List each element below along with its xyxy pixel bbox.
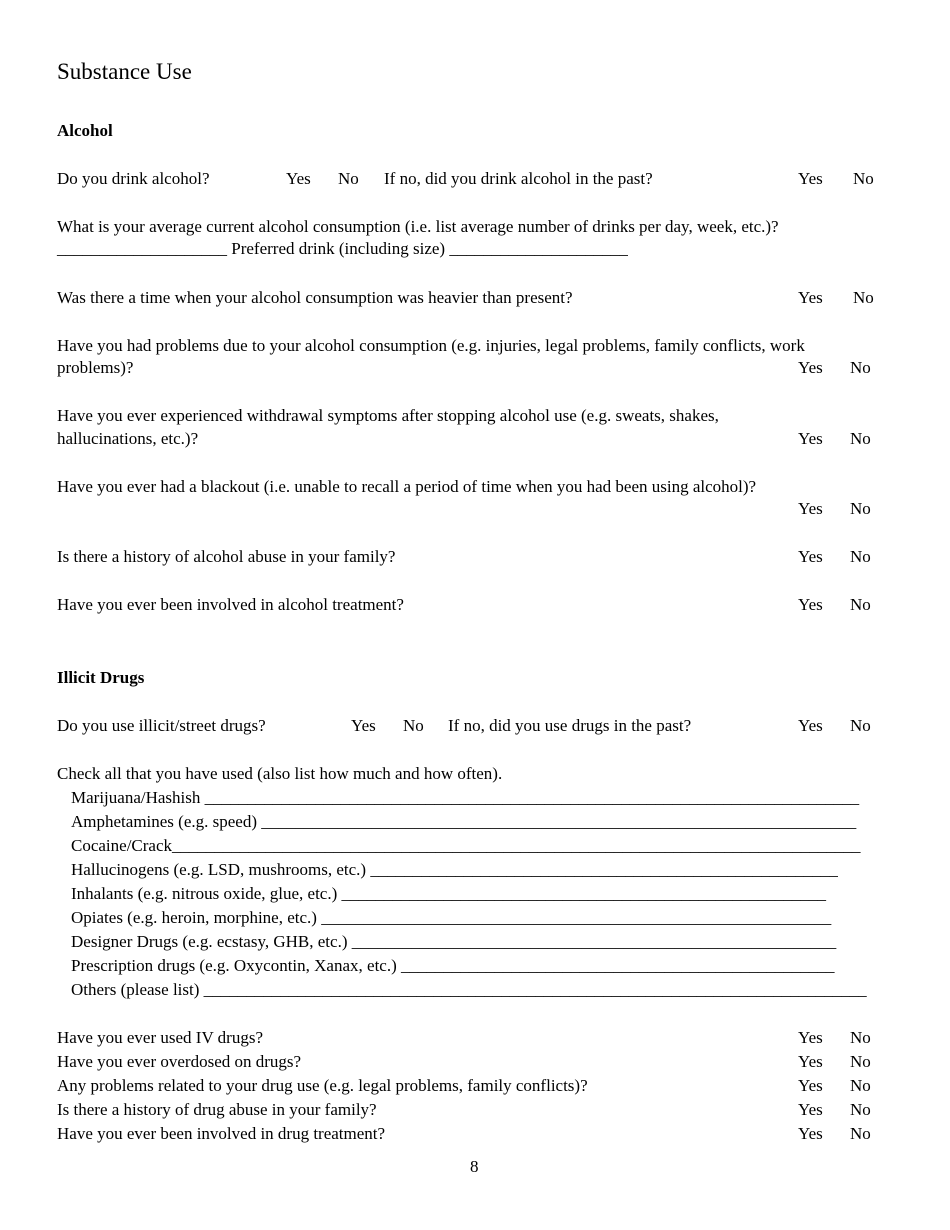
q-drink-past-no[interactable]: No (853, 169, 874, 188)
q-overdose-no[interactable]: No (850, 1052, 871, 1071)
alcohol-heading: Alcohol (57, 121, 113, 140)
q-alcohol-problems-line2: problems)? (57, 358, 134, 377)
q-heavier-no[interactable]: No (853, 288, 874, 307)
drugs-heading: Illicit Drugs (57, 668, 145, 687)
q-drink-alcohol-no[interactable]: No (338, 169, 359, 188)
q-drug-family: Is there a history of drug abuse in your family? (57, 1100, 377, 1119)
substance-item-marijuana[interactable]: Marijuana/Hashish _____________________________________________________________________________ (71, 788, 860, 807)
q-drink-alcohol: Do you drink alcohol? (57, 169, 210, 188)
consumption-line (57, 238, 628, 260)
q-drug-family-no[interactable]: No (850, 1100, 871, 1119)
q-withdrawal-yes[interactable]: Yes (798, 429, 823, 448)
q-iv-drugs: Have you ever used IV drugs? (57, 1028, 263, 1047)
q-drugs-past-no[interactable]: No (850, 716, 871, 735)
q-drug-treatment: Have you ever been involved in drug treatment? (57, 1124, 386, 1143)
page-title: Substance Use (57, 59, 192, 84)
q-drink-past-yes[interactable]: Yes (798, 169, 823, 188)
consumption-blank[interactable]: ____________________ (57, 239, 227, 258)
q-alcohol-problems-no[interactable]: No (850, 358, 871, 377)
substance-item-hallucinogens[interactable]: Hallucinogens (e.g. LSD, mushrooms, etc.) _______________________________________________________ (71, 860, 838, 879)
q-drug-treatment-yes[interactable]: Yes (798, 1124, 823, 1143)
q-withdrawal-line1: Have you ever experienced withdrawal symptoms after stopping alcohol use (e.g. sweats, shakes, (57, 406, 719, 425)
q-overdose: Have you ever overdosed on drugs? (57, 1052, 302, 1071)
q-drugs-past-yes[interactable]: Yes (798, 716, 823, 735)
q-iv-drugs-yes[interactable]: Yes (798, 1028, 823, 1047)
q-blackout-no[interactable]: No (850, 499, 871, 518)
q-drug-problems-no[interactable]: No (850, 1076, 871, 1095)
q-alcohol-problems-yes[interactable]: Yes (798, 358, 823, 377)
q-drug-problems: Any problems related to your drug use (e.g. legal problems, family conflicts)? (57, 1076, 588, 1095)
q-blackout-yes[interactable]: Yes (798, 499, 823, 518)
substance-item-opiates[interactable]: Opiates (e.g. heroin, morphine, etc.) ____________________________________________________________ (71, 908, 832, 927)
q-alcohol-family-yes[interactable]: Yes (798, 547, 823, 566)
substance-item-prescription[interactable]: Prescription drugs (e.g. Oxycontin, Xanax, etc.) ___________________________________________________ (71, 956, 835, 975)
q-use-drugs-no[interactable]: No (403, 716, 424, 735)
q-drink-past: If no, did you drink alcohol in the past? (384, 169, 653, 188)
q-alcohol-family: Is there a history of alcohol abuse in your family? (57, 547, 396, 566)
q-alcohol-treatment-no[interactable]: No (850, 595, 871, 614)
q-heavier: Was there a time when your alcohol consumption was heavier than present? (57, 288, 573, 307)
q-alcohol-treatment: Have you ever been involved in alcohol treatment? (57, 595, 404, 614)
q-drug-treatment-no[interactable]: No (850, 1124, 871, 1143)
substance-item-amphetamines[interactable]: Amphetamines (e.g. speed) ______________________________________________________________________ (71, 812, 857, 831)
q-drink-alcohol-yes[interactable]: Yes (286, 169, 311, 188)
q-blackout: Have you ever had a blackout (i.e. unable to recall a period of time when you had been using alcohol)? (57, 477, 757, 496)
q-overdose-yes[interactable]: Yes (798, 1052, 823, 1071)
substance-item-others[interactable]: Others (please list) ______________________________________________________________________________ (71, 980, 867, 999)
q-withdrawal-line2: hallucinations, etc.)? (57, 429, 199, 448)
q-drug-family-yes[interactable]: Yes (798, 1100, 823, 1119)
preferred-drink-label: Preferred drink (including size) (231, 239, 446, 258)
substance-item-designer-drugs[interactable]: Designer Drugs (e.g. ecstasy, GHB, etc.) _________________________________________________________ (71, 932, 837, 951)
substance-item-inhalants[interactable]: Inhalants (e.g. nitrous oxide, glue, etc.) _________________________________________________________ (71, 884, 827, 903)
q-use-drugs-yes[interactable]: Yes (351, 716, 376, 735)
preferred-drink-blank[interactable]: _____________________ (449, 239, 628, 258)
q-alcohol-family-no[interactable]: No (850, 547, 871, 566)
q-check-used: Check all that you have used (also list how much and how often). (57, 764, 503, 783)
q-heavier-yes[interactable]: Yes (798, 288, 823, 307)
q-use-drugs: Do you use illicit/street drugs? (57, 716, 266, 735)
substance-item-cocaine[interactable]: Cocaine/Crack_________________________________________________________________________________ (71, 836, 861, 855)
q-drug-problems-yes[interactable]: Yes (798, 1076, 823, 1095)
q-alcohol-treatment-yes[interactable]: Yes (798, 595, 823, 614)
q-alcohol-problems-line1: Have you had problems due to your alcohol consumption (e.g. injuries, legal problems, family conflicts, work (57, 336, 805, 355)
q-iv-drugs-no[interactable]: No (850, 1028, 871, 1047)
page-number: 8 (470, 1157, 479, 1176)
q-drugs-past: If no, did you use drugs in the past? (448, 716, 692, 735)
q-consumption: What is your average current alcohol consumption (i.e. list average number of drinks per day, week, etc.)? (57, 217, 779, 236)
q-withdrawal-no[interactable]: No (850, 429, 871, 448)
